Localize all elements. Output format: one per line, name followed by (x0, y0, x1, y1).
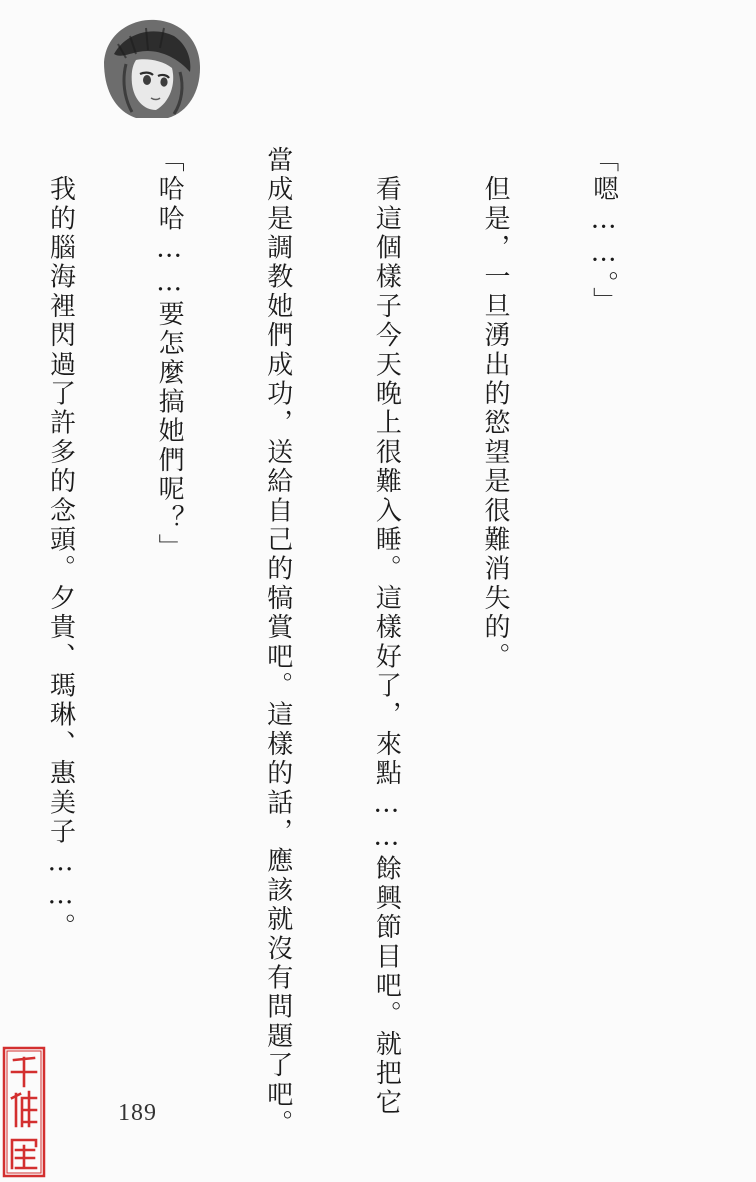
text-line: 我的腦海裡閃過了許多的念頭。夕貴、瑪琳、惠美子……。 (45, 146, 76, 943)
text-line: 「嗯……。」 (588, 146, 619, 317)
text-line: 看這個樣子今天晚上很難入睡。這樣好了，來點……餘興節目吧。就把它 (371, 146, 402, 1118)
page-number: 189 (118, 1100, 157, 1126)
red-seal-stamp-icon (2, 1046, 46, 1178)
text-line: 當成是調教她們成功，送給自己的犒賞吧。這樣的話，應該就沒有問題了吧。 (262, 146, 293, 1139)
vertical-text-body (0, 146, 694, 1139)
text-line: 但是，一旦湧出的慾望是很難消失的。 (479, 146, 510, 672)
text-line: 「哈哈……要怎麼搞她們呢？」 (154, 146, 185, 563)
anime-girl-portrait-icon (96, 14, 206, 124)
